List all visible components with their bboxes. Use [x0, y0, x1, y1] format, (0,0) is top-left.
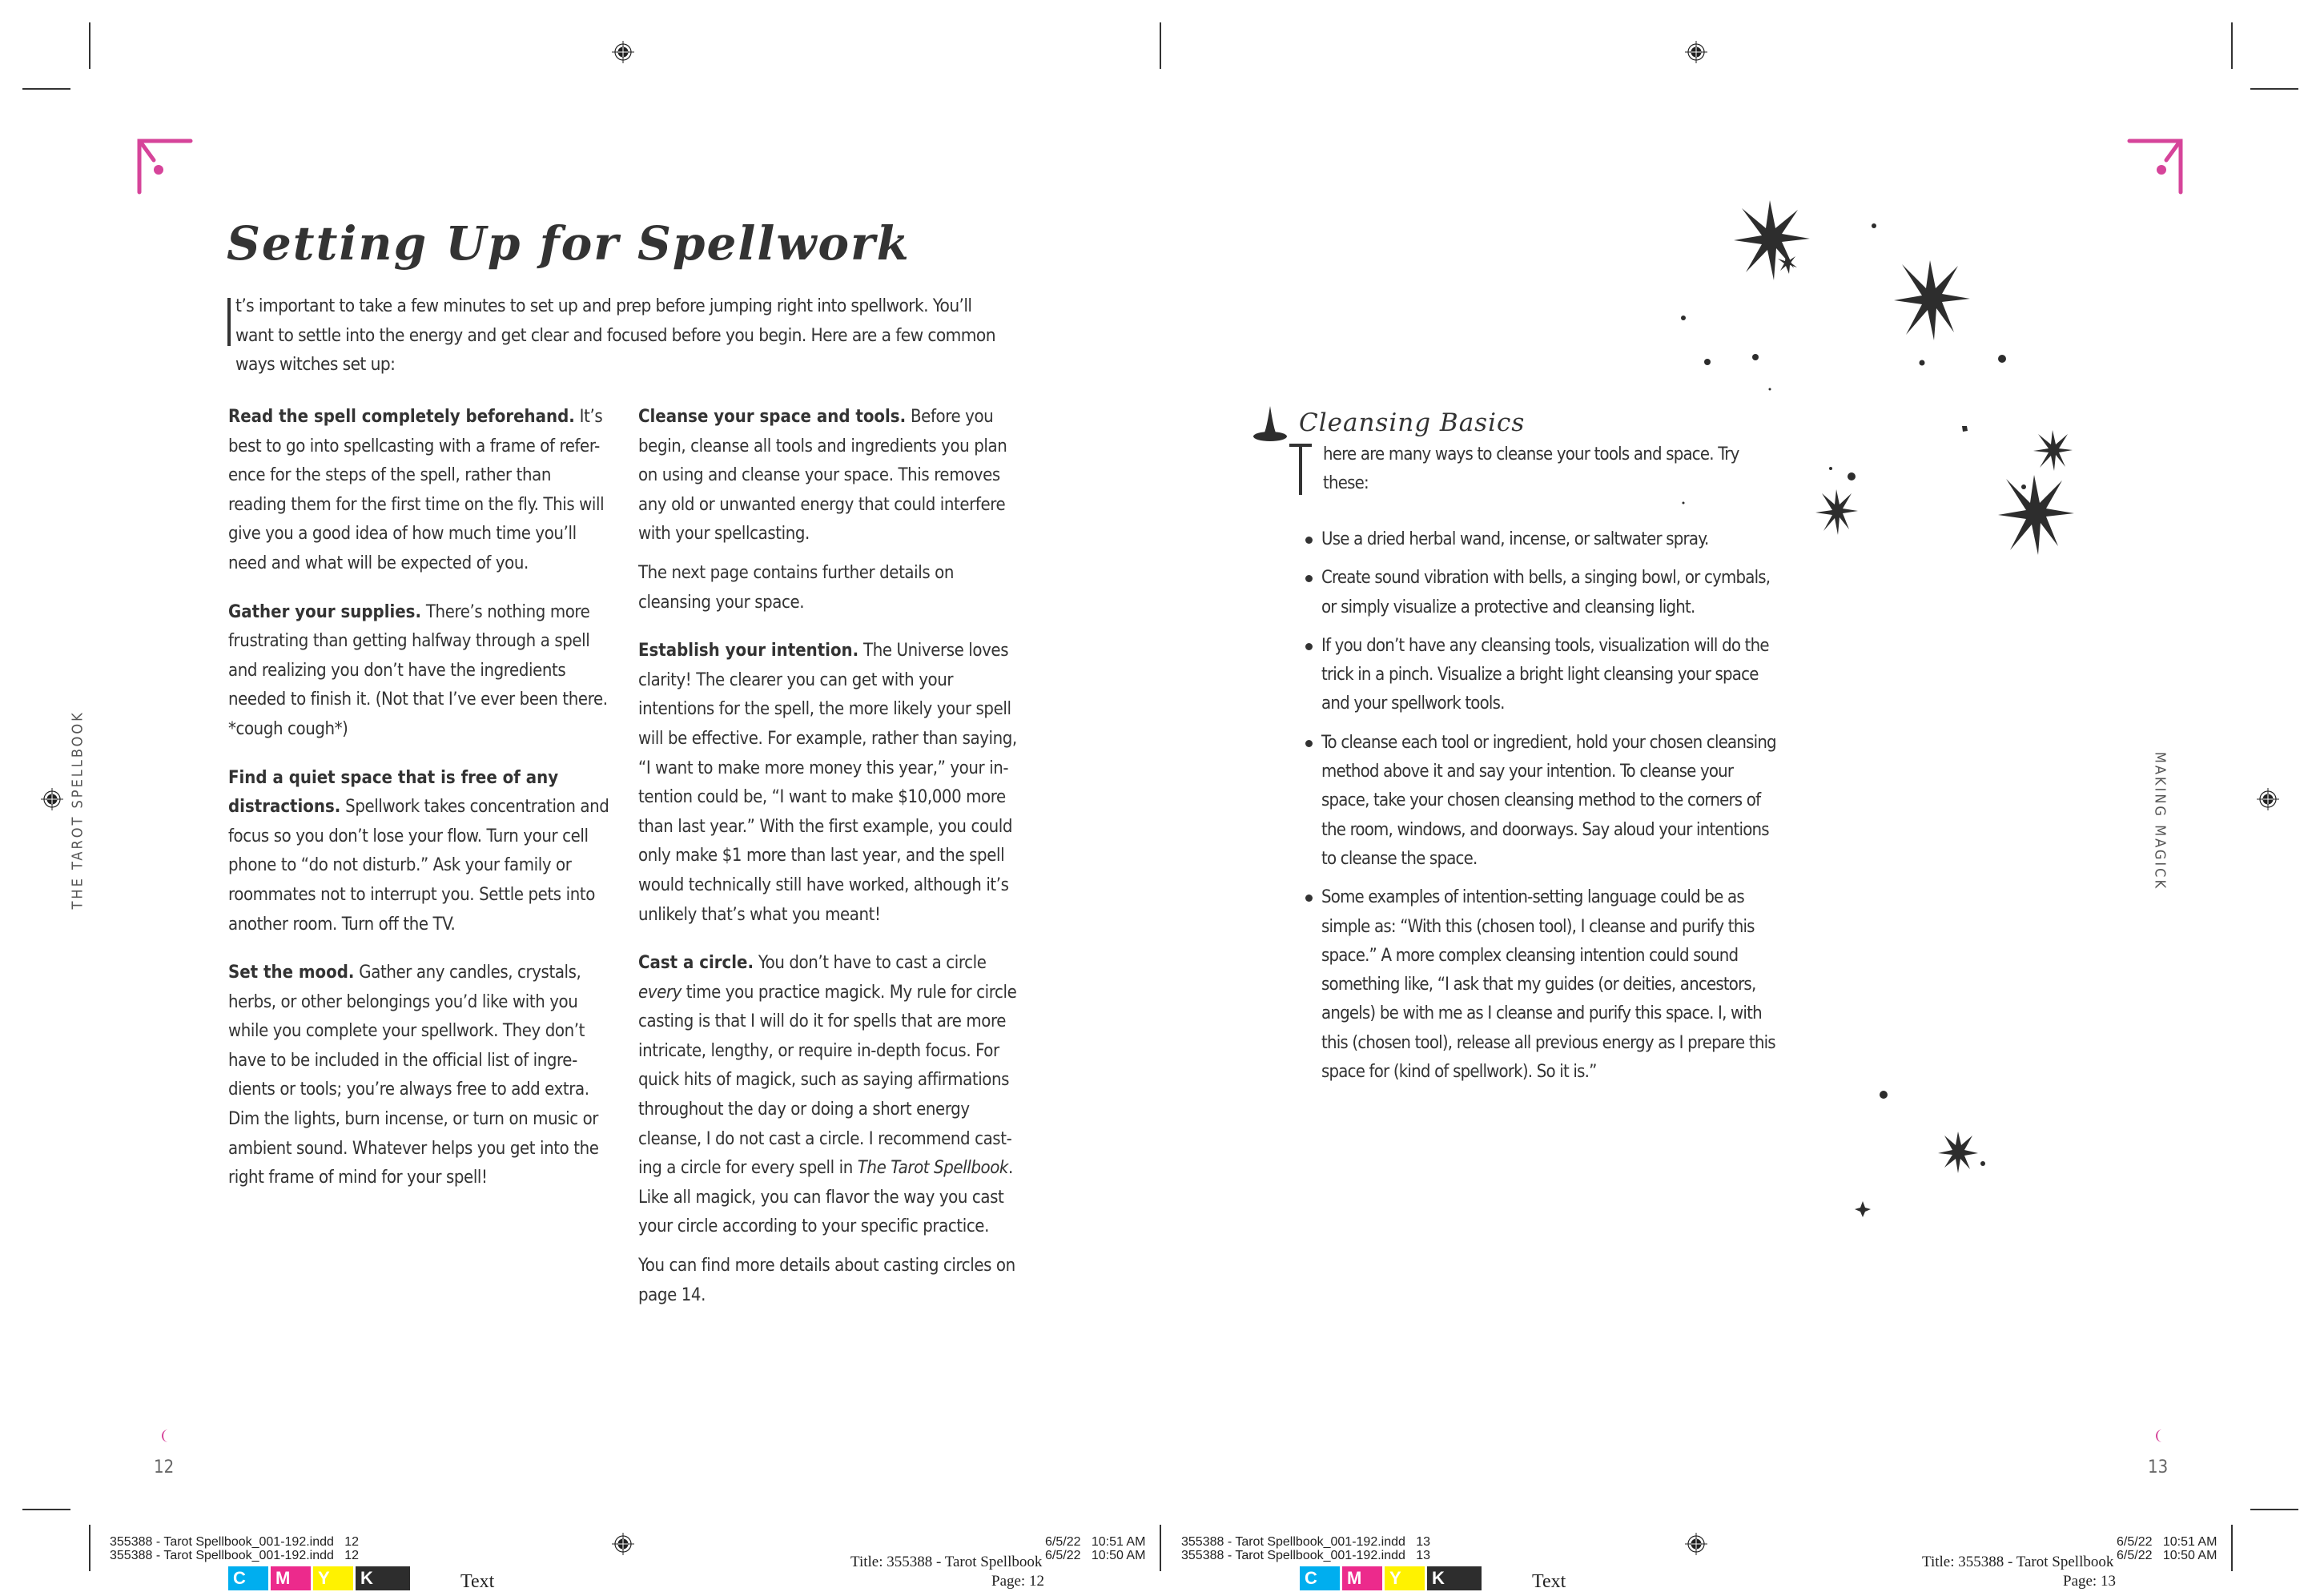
crop-mark [89, 1525, 90, 1571]
moon-icon [159, 1429, 170, 1443]
slug-file-line: 355388 - Tarot Spellbook_001-192.indd 13 [1181, 1549, 1431, 1562]
list-item: Create sound vibration with bells, a singing bowl, or cymbals, or simply visualize a protective and cleansing light. [1304, 564, 1784, 622]
cmyk-swatch-y: Y [1385, 1566, 1425, 1590]
cmyk-swatch-c: C [1300, 1566, 1340, 1590]
corner-ornament-icon [136, 138, 194, 195]
tip-paragraph [228, 764, 611, 940]
tip-text: Spellwork takes concentration and focus so you don’t lose your flow. Turn your cell phone to “do not disturb.” Ask your family or roommates not to interrupt you. Settle pets into another room. Turn off the TV. [228, 797, 609, 935]
column-1 [228, 403, 611, 1212]
slug-date: 6/5/22 10:51 AM [2117, 1535, 2217, 1549]
running-head: MAKING MAGICK [2151, 751, 2169, 891]
list-item: If you don’t have any cleansing tools, visualization will do the trick in a pinch. Visualize a bright light cleansing your space and your spellwork tools. [1304, 632, 1784, 719]
tip-lead: Read the spell completely beforehand. [228, 407, 575, 427]
cmyk-swatch-k: K [1427, 1566, 1482, 1590]
star-dot [1752, 354, 1759, 360]
crop-mark [2250, 1509, 2298, 1510]
slug-date: 6/5/22 10:50 AM [2117, 1549, 2217, 1562]
slug-file-line: 355388 - Tarot Spellbook_001-192.indd 12 [110, 1549, 360, 1562]
crop-mark [2250, 88, 2298, 90]
witch-hat-icon [1251, 404, 1289, 443]
star-dot [1980, 1161, 1985, 1166]
star-dot [1683, 502, 1685, 505]
crop-mark [2231, 22, 2233, 69]
page-title: Setting Up for Spellwork [227, 216, 911, 271]
crop-mark [1160, 1525, 1161, 1571]
corner-ornament-icon [2126, 138, 2184, 195]
running-head: THE TAROT SPELLBOOK [69, 710, 86, 910]
tip-paragraph [638, 949, 1019, 1242]
slug-page: Page: 12 [991, 1573, 1044, 1590]
registration-mark-icon [611, 1532, 635, 1556]
drop-cap [1299, 445, 1302, 495]
moon-icon [2153, 1429, 2164, 1443]
cmyk-swatch-m: M [271, 1566, 311, 1590]
plate-label: Text [460, 1571, 495, 1592]
note-paragraph: You can find more details about casting circles on page 14. [638, 1256, 1015, 1305]
tip-lead: Cleanse your space and tools. [638, 407, 907, 427]
tip-text: time you practice magick. My rule for circle casting is that I will do it for spells that are more intricate, lengthy, or require in-depth focus. For quick hits of magick, such as saying affirmations throughout the day or doing a short energy cleanse, I do not cast a circle. I recommend cast-ing a circle for every spell in [638, 982, 1017, 1179]
crop-mark [89, 22, 90, 69]
tip-paragraph [228, 403, 611, 579]
tip-lead: Cast a circle. [638, 953, 754, 974]
tip-lead: Gather your supplies. [228, 601, 421, 622]
tip-text: . Like all magick, you can flavor the way you cast your circle according to your specific practice. [638, 1158, 1013, 1237]
star-dot [1880, 1091, 1888, 1099]
star-icon [1855, 1201, 1871, 1217]
star-dot [1829, 467, 1832, 470]
cmyk-swatch-m: M [1342, 1566, 1382, 1590]
star-icon [1938, 1132, 1978, 1173]
star-dot [2021, 484, 2026, 489]
crop-mark [2231, 1525, 2233, 1571]
star-icon [1815, 489, 1858, 535]
star-dot [1769, 388, 1771, 391]
tip-paragraph [228, 959, 611, 1193]
plate-label: Text [1532, 1571, 1566, 1592]
drop-cap [227, 298, 231, 346]
page-number: 12 [154, 1457, 175, 1477]
star-icon [1962, 426, 1968, 432]
registration-mark-icon [1684, 1532, 1708, 1556]
intro-text: t’s important to take a few minutes to set up and prep before jumping right into spellwork. You’ll want to settle into the energy and get clear and focused before you begin. Here are a few common ways witches set up: [235, 295, 995, 375]
tip-text: There’s nothing more frustrating than getting halfway through a spell and realizing you don’t have the ingredients needed to finish it. (Not that I’ve ever been there. *cough cough*) [228, 601, 608, 739]
registration-mark-icon [1684, 40, 1708, 64]
slug-date: 6/5/22 10:51 AM [1045, 1535, 1146, 1549]
list-item: To cleanse each tool or ingredient, hold your chosen cleansing method above it and say your intention. To cleanse your space, take your chosen cleansing method to the corners of the room, windows, and doorways. Say aloud your intentions to cleanse the space. [1304, 729, 1784, 874]
tip-text: The Universe loves clarity! The clearer you can get with your intentions for the spell, the more likely your spell will be effective. For example, rather than saying, “I want to make more money this year,” your in-tention could be, “I want to make $10,000 more than last year.” With the first example, you could only make $1 more than last year, and the spell would technically still have worked, although it’s unlikely that’s what you meant! [638, 641, 1017, 925]
registration-mark-icon [2256, 787, 2280, 811]
section-intro-text: here are many ways to cleanse your tools and space. Try these: [1323, 444, 1739, 493]
cmyk-swatch-c: C [228, 1566, 268, 1590]
tip-text: It’s best to go into spellcasting with a frame of refer-ence for the steps of the spell, rather than reading them for the first time on the fly. This will give you a good idea of how much time you’ll need and what will be expected of you. [228, 407, 605, 573]
list-item: Use a dried herbal wand, incense, or saltwater spray. [1304, 525, 1784, 554]
tip-lead: Set the mood. [228, 963, 355, 983]
cmyk-swatch-k: K [356, 1566, 410, 1590]
star-dot [1704, 359, 1711, 365]
slug-page: Page: 13 [2063, 1573, 2116, 1590]
list-item: Some examples of intention-setting language could be as simple as: “With this (chosen tool), I cleanse and purify this space.” A more complex cleansing intention could sound something like, “I ask that my guides (or deities, ancestors, angels) be with me as I cleanse and purify this space. I, with this (chosen tool), release all previous energy as I prepare this space for (kind of spellwork). So it is.” [1304, 883, 1784, 1087]
tip-text: Gather any candles, crystals, herbs, or other belongings you’d like with you while you complete your spellwork. They don’t have to be included in the official list of ingre-dients or tools; you’re always free to add extra. Dim the lights, burn incense, or turn on music or ambient sound. Whatever helps you get into the right frame of mind for your spell! [228, 963, 599, 1188]
tip-lead: Establish your intention. [638, 641, 859, 661]
section-heading: Cleansing Basics [1299, 408, 1526, 437]
star-icon [1894, 260, 1970, 340]
star-dot [1872, 223, 1876, 228]
slug-title: Title: 355388 - Tarot Spellbook [850, 1554, 1043, 1570]
intro-paragraph [227, 291, 996, 380]
slug-file-line: 355388 - Tarot Spellbook_001-192.indd 12 [110, 1535, 360, 1549]
star-dot [1920, 360, 1925, 366]
star-icon [1734, 200, 1810, 280]
star-icon [1998, 475, 2074, 555]
registration-mark-icon [40, 787, 64, 811]
book-title: The Tarot Spellbook [857, 1158, 1008, 1179]
cleansing-list [1304, 525, 1784, 1096]
tip-text: Before you begin, cleanse all tools and ingredients you plan on using and cleanse your space. This removes any old or unwanted energy that could interfere with your spellcasting. [638, 407, 1007, 545]
slug-date: 6/5/22 10:50 AM [1045, 1549, 1146, 1562]
star-icon [2033, 430, 2073, 471]
tip-lead: Find a quiet space that is free of any distractions. [228, 767, 559, 818]
star-dot [1848, 472, 1856, 480]
star-dot [1998, 355, 2006, 363]
registration-mark-icon [611, 40, 635, 64]
crop-mark [22, 88, 70, 90]
emphasis: every [638, 982, 682, 1003]
page-number: 13 [2148, 1457, 2169, 1477]
crop-mark [22, 1509, 70, 1510]
tip-paragraph [638, 637, 1019, 930]
tip-paragraph [638, 403, 1019, 549]
slug-title: Title: 355388 - Tarot Spellbook [1922, 1554, 2114, 1570]
crop-mark [1160, 22, 1161, 69]
slug-file-line: 355388 - Tarot Spellbook_001-192.indd 13 [1181, 1535, 1431, 1549]
column-2 [638, 403, 1019, 1329]
star-dot [1681, 316, 1686, 320]
tip-text: You don’t have to cast a circle [753, 953, 987, 974]
cmyk-swatch-y: Y [313, 1566, 353, 1590]
tip-paragraph [228, 598, 611, 745]
section-intro [1299, 440, 1747, 498]
note-paragraph: The next page contains further details on cleansing your space. [638, 562, 955, 613]
